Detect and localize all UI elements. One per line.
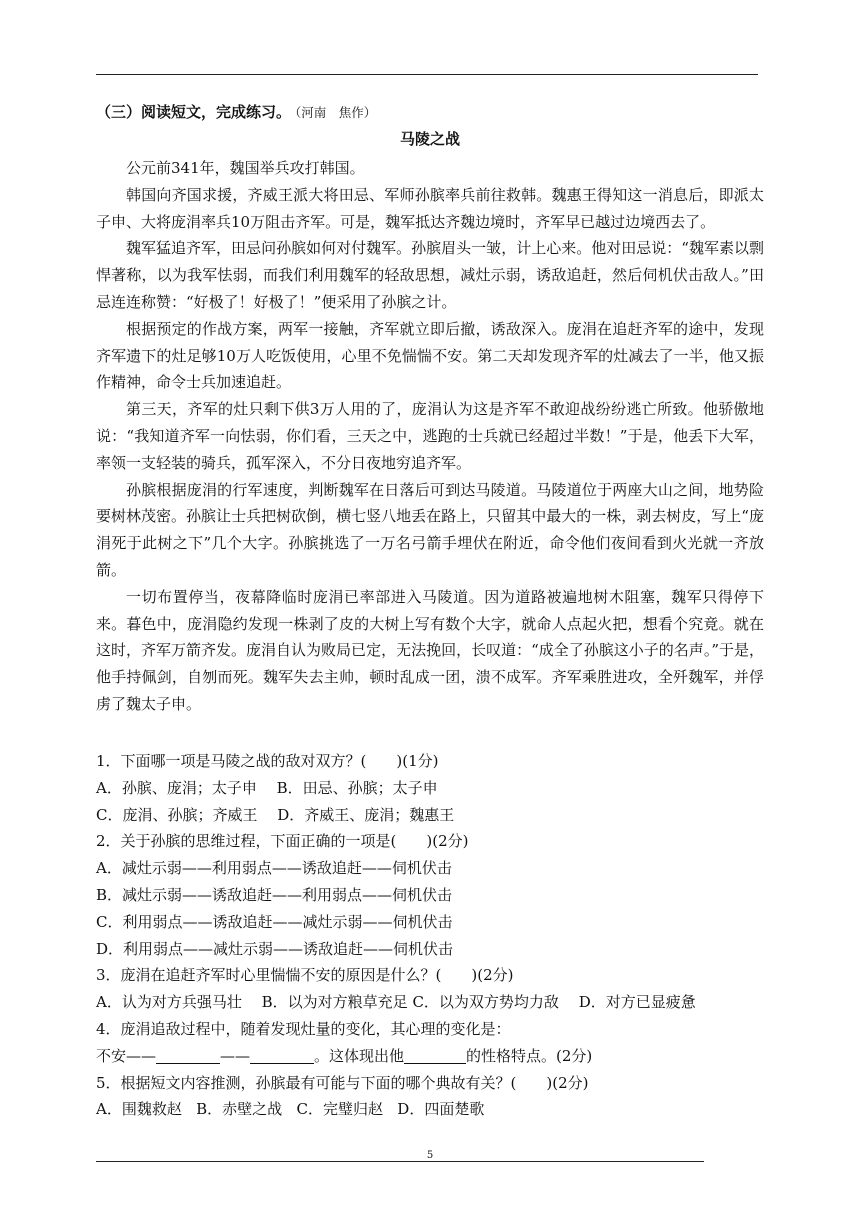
question-1-options-row xyxy=(96,802,764,829)
article-paragraph: 魏军猛追齐军，田忌问孙膑如何对付魏军。孙膑眉头一皱，计上心来。他对田忌说：“魏军素以剽悍著称，以为我军怯弱，而我们利用魏军的轻敌思想，减灶示弱，诱敌追赶，然后伺机伏击敌人。”田忌连连称赞：“好极了！好极了！”便采用了孙膑之计。 xyxy=(96,239,764,311)
q4-middle-text: 。这体现出他 xyxy=(314,1046,405,1065)
option-d: D．四面楚歌 xyxy=(397,1100,485,1119)
option-a: A．减灶示弱——利用弱点——诱敌追赶——伺机伏击 xyxy=(96,859,452,878)
article-paragraph: 孙膑根据庞涓的行军速度，判断魏军在日落后可到达马陵道。马陵道位于两座大山之间，地势险要树林茂密。孙膑让士兵把树砍倒，横七竖八地丢在路上，只留其中最大的一株，剥去树皮，写上“庞涓死于此树之下”几个大字。孙膑挑选了一万名弓箭手埋伏在附近，命令他们夜间看到火光就一齐放箭。 xyxy=(96,480,764,579)
option-d: D．齐威王、庞涓；魏惠王 xyxy=(277,805,455,824)
option-d: D．利用弱点——减灶示弱——诱敌追赶——伺机伏击 xyxy=(96,939,454,958)
question-1-options-row xyxy=(96,775,764,802)
questions-section xyxy=(96,748,764,1123)
article-paragraph: 韩国向齐国求援，齐威王派大将田忌、军师孙膑率兵前往救韩。魏惠王得知这一消息后，即派太子申、大将庞涓率兵10万阻击齐军。可是，魏军抵达齐魏边境时，齐军早已越过边境西去了。 xyxy=(96,185,764,231)
question-3-options-row xyxy=(96,989,764,1016)
question-4-stem: 4．庞涓追敌过程中，随着发现灶量的变化，其心理的变化是： xyxy=(96,1019,511,1038)
option-c: C．庞涓、孙膑；齐威王 xyxy=(96,805,258,824)
article-paragraph: 第三天，齐军的灶只剩下供3万人用的了，庞涓认为这是齐军不敢迎战纷纷逃亡所致。他骄傲地说：“我知道齐军一向怯弱，你们看，三天之中，逃跑的士兵就已经超过半数！”于是，他丢下大军，率领一支轻装的骑兵，孤军深入，不分日夜地穷追齐军。 xyxy=(96,400,764,472)
answer-blank-2[interactable] xyxy=(250,1046,314,1064)
page-number: 5 xyxy=(426,1150,434,1161)
question-4-fill-line xyxy=(96,1043,764,1070)
question-5-options-row xyxy=(96,1096,764,1123)
option-b: B．田忌、孙膑；太子申 xyxy=(276,778,438,797)
question-2-stem: 2．关于孙膑的思维过程，下面正确的一项是( )(2分) xyxy=(96,832,469,851)
q4-tail-text: 的性格特点。(2分) xyxy=(466,1046,593,1065)
answer-blank-1[interactable] xyxy=(156,1046,220,1064)
option-a: A．围魏救赵 xyxy=(96,1100,182,1119)
option-c: C．利用弱点——诱敌追赶——减灶示弱——伺机伏击 xyxy=(96,912,453,931)
section-heading-source: （河南 焦作） xyxy=(295,105,377,120)
question-1-stem: 1．下面哪一项是马陵之战的敌对双方？( )(1分) xyxy=(96,752,439,770)
q4-lead-text: 不安—— xyxy=(96,1046,157,1065)
option-c: C．以为双方势均力敌 xyxy=(412,993,559,1012)
option-a: A．孙膑、庞涓；太子申 xyxy=(96,778,257,797)
question-3-stem: 3．庞涓在追赶齐军时心里惴惴不安的原因是什么？( )(2分) xyxy=(96,966,514,985)
option-d: D．对方已显疲惫 xyxy=(578,993,696,1012)
header-rule xyxy=(96,74,758,75)
article-paragraph: 公元前341年，魏国举兵攻打韩国。 xyxy=(126,159,365,177)
answer-blank-3[interactable] xyxy=(404,1046,466,1064)
article-paragraph: 根据预定的作战方案，两军一接触，齐军就立即后撤，诱敌深入。庞涓在追赶齐军的途中，发现齐军遗下的灶足够10万人吃饭使用，心里不免惴惴不安。第二天却发现齐军的灶减去了一半，他又振作精神，命令士兵加速追赶。 xyxy=(96,319,764,392)
article-title: 马陵之战 xyxy=(399,130,460,148)
section-heading xyxy=(96,101,376,122)
section-heading-title: （三）阅读短文，完成练习。 xyxy=(96,103,292,121)
option-b: B．以为对方粮草充足 xyxy=(261,993,408,1012)
q4-dash-text: —— xyxy=(220,1046,251,1065)
article-paragraph: 一切布置停当，夜幕降临时庞涓已率部进入马陵道。因为道路被遍地树木阻塞，魏军只得停下来。暮色中，庞涓隐约发现一株剥了皮的大树上写有数个大字，就命人点起火把，想看个究竟。就在这时，齐军万箭齐发。庞涓自认为败局已定，无法挽回，长叹道：“成全了孙膑这小子的名声。”于是，他手持佩剑，自刎而死。魏军失去主帅，顿时乱成一团，溃不成军。齐军乘胜进攻，全歼魏军，并俘虏了魏太子申。 xyxy=(96,587,764,713)
question-5-stem: 5．根据短文内容推测，孙膑最有可能与下面的哪个典故有关？( )(2分) xyxy=(96,1073,589,1092)
footer-rule xyxy=(96,1161,704,1162)
option-b: B．赤壁之战 xyxy=(196,1100,283,1119)
option-b: B．减灶示弱——诱敌追赶——利用弱点——伺机伏击 xyxy=(96,885,453,904)
article-body xyxy=(96,155,764,718)
option-c: C．完璧归赵 xyxy=(296,1100,383,1119)
option-a: A．认为对方兵强马壮 xyxy=(96,993,242,1012)
